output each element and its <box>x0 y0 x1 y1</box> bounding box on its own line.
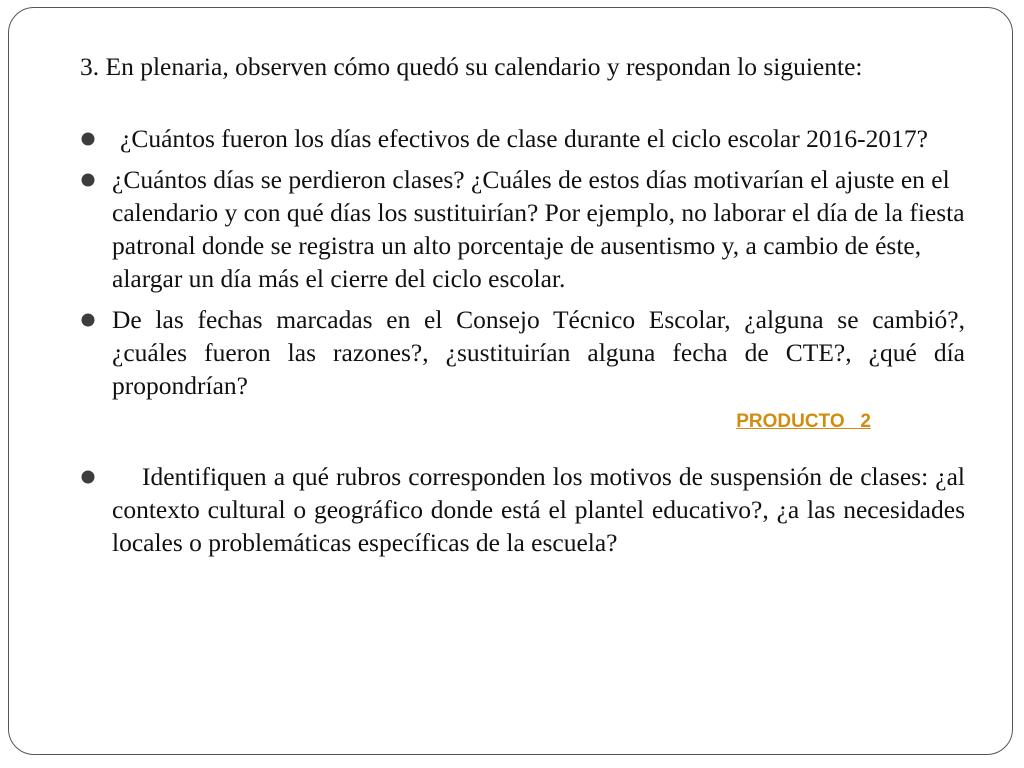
product-row <box>80 410 965 445</box>
bullet-dot-icon <box>80 312 96 328</box>
bullet-item-3 <box>80 303 965 402</box>
bullet-text: ¿Cuántos fueron los días efectivos de clase durante el ciclo escolar 2016-2017? <box>120 124 928 153</box>
slide-content <box>80 50 965 567</box>
intro-question: 3. En plenaria, observen cómo quedó su calendario y respondan lo siguiente: <box>80 52 863 81</box>
bullet-text: Identifiquen a qué rubros corresponden los motivos de suspensión de clases: ¿al contexto cultural o geográfico donde está el plantel educativo?, ¿a las necesidades locales o problemáticas específicas de la escuela? <box>112 462 965 557</box>
bullet-item-1 <box>80 122 965 155</box>
bullet-text: De las fechas marcadas en el Consejo Técnico Escolar, ¿alguna se cambió?, ¿cuáles fueron las razones?, ¿sustituirían alguna fecha de CTE?, ¿qué día propondrían? <box>112 305 965 400</box>
bullet-dot-icon <box>80 469 96 485</box>
bullet-dot-icon <box>80 131 96 147</box>
bullet-text: ¿Cuántos días se perdieron clases? ¿Cuáles de estos días motivarían el ajuste en el calendario y con qué días los sustituirían? Por ejemplo, no laborar el día de la fiesta patronal donde se registra un alto porcentaje de ausentismo y, a cambio de éste, alargar un día más el cierre del ciclo escolar. <box>112 165 965 293</box>
bullet-dot-icon <box>80 172 96 188</box>
bullet-item-2 <box>80 163 965 295</box>
bullet-item-4 <box>80 460 965 559</box>
product-label[interactable]: PRODUCTO 2 <box>736 411 871 432</box>
